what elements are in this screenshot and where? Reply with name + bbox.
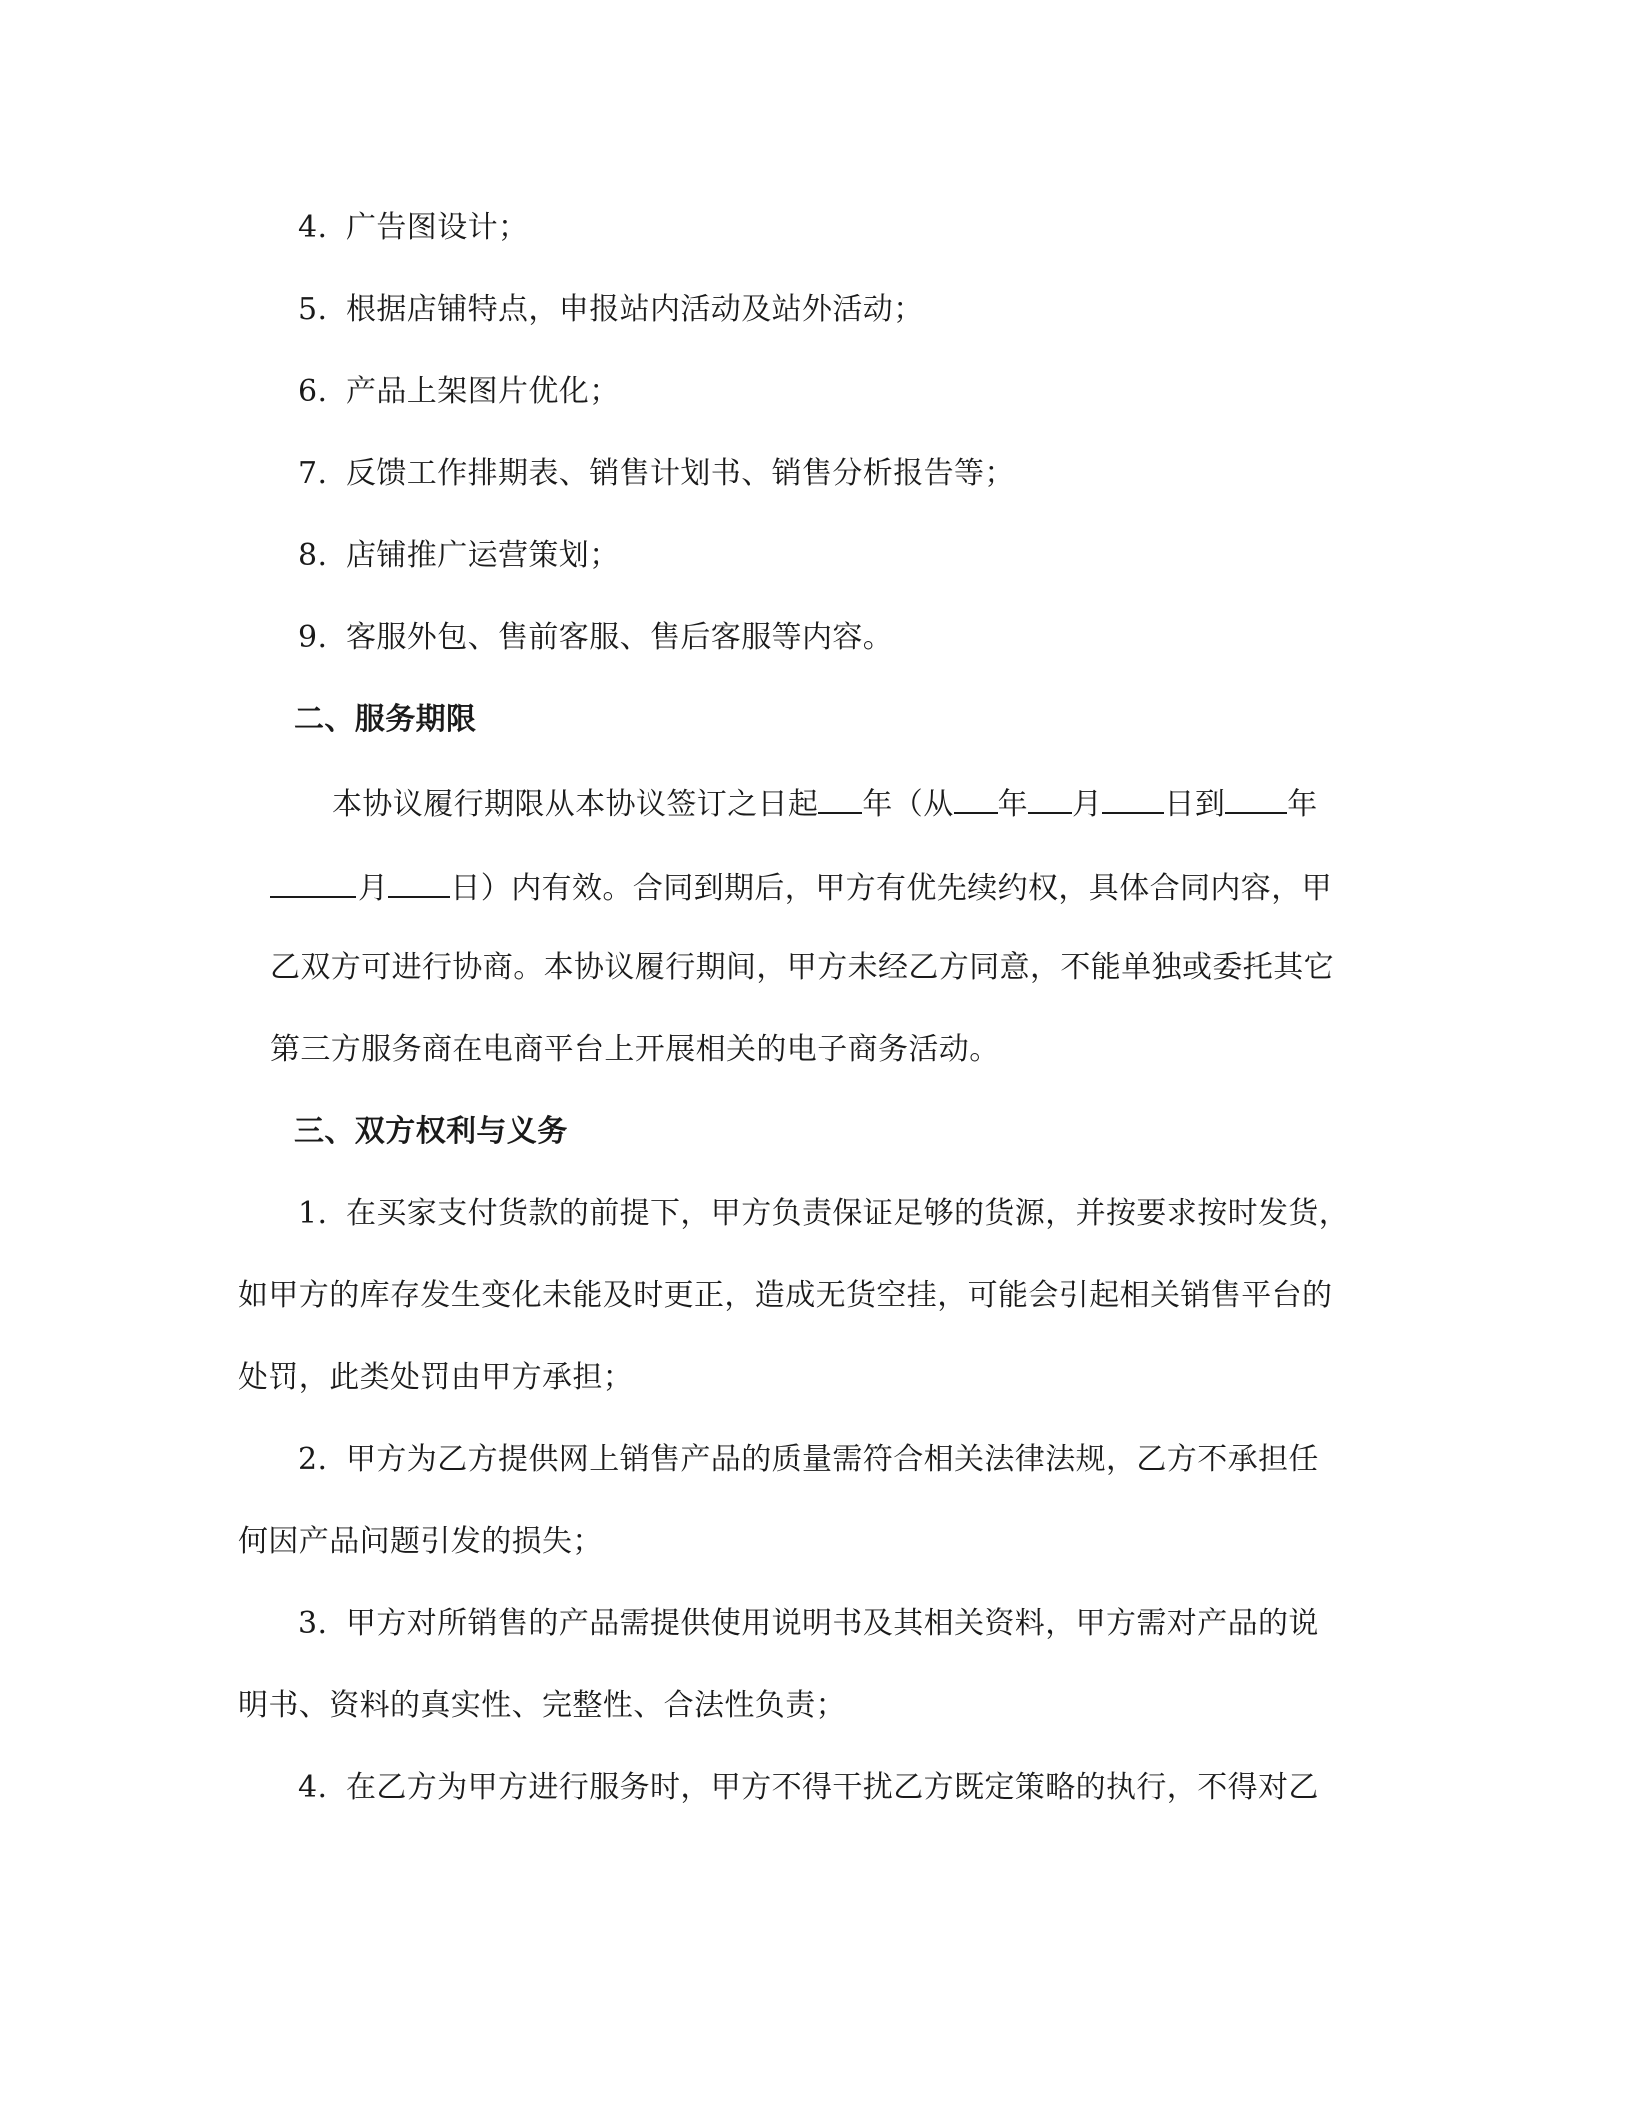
list-number: 7.: [298, 456, 328, 491]
list-text: 产品上架图片优化；: [346, 374, 620, 409]
paragraph-line: 乙双方可进行协商。本协议履行期间，甲方未经乙方同意，不能单独或委托其它: [270, 950, 1334, 985]
list-item: [298, 1194, 1349, 1234]
list-item: [298, 1604, 1319, 1644]
text-run: 月: [358, 871, 389, 906]
list-text: 店铺推广运营策划；: [346, 538, 620, 573]
blank-start-day: [1102, 782, 1164, 814]
text-run: 年: [997, 787, 1029, 822]
paragraph-line: 何因产品问题引发的损失；: [238, 1524, 603, 1559]
text-run: 年（从: [862, 787, 954, 822]
text-run: 月: [1072, 787, 1103, 822]
list-item: [298, 208, 528, 248]
blank-end-year: [1225, 782, 1287, 814]
section-heading: 三、双方权利与义务: [294, 1114, 568, 1149]
list-item: [298, 1440, 1319, 1480]
section-heading: 二、服务期限: [294, 702, 477, 737]
list-number: 4.: [298, 210, 328, 245]
paragraph-line: 第三方服务商在电商平台上开展相关的电子商务活动。: [270, 1032, 1000, 1067]
blank-end-month: [270, 866, 356, 898]
list-text: 客服外包、售前客服、售后客服等内容。: [346, 620, 894, 655]
list-text: 根据店铺特点，申报站内活动及站外活动；: [346, 292, 924, 327]
blank-end-day: [388, 866, 450, 898]
blank-start-month: [1028, 782, 1072, 814]
list-number: 2.: [298, 1442, 328, 1477]
text-run: 年: [1287, 787, 1318, 822]
list-item: [298, 454, 1015, 494]
list-text: 在买家支付货款的前提下，甲方负责保证足够的货源，并按要求按时发货，: [346, 1196, 1350, 1231]
list-item: [298, 536, 620, 576]
list-item: [298, 1768, 1319, 1808]
list-text: 甲方对所销售的产品需提供使用说明书及其相关资料，甲方需对产品的说: [346, 1606, 1319, 1641]
list-item: [298, 372, 620, 412]
paragraph-line: [270, 866, 1332, 906]
paragraph-line: [332, 782, 1318, 822]
list-text: 广告图设计；: [346, 210, 529, 245]
list-number: 8.: [298, 538, 328, 573]
list-number: 9.: [298, 620, 328, 655]
paragraph-line: 明书、资料的真实性、完整性、合法性负责；: [238, 1688, 846, 1723]
text-run: 日）内有效。合同到期后，甲方有优先续约权，具体合同内容，甲: [450, 871, 1333, 906]
list-number: 3.: [298, 1606, 328, 1641]
list-number: 4.: [298, 1770, 328, 1805]
list-item: [298, 290, 924, 330]
list-number: 5.: [298, 292, 328, 327]
blank-years: [818, 782, 862, 814]
paragraph-line: 处罚，此类处罚由甲方承担；: [238, 1360, 634, 1395]
list-text: 反馈工作排期表、销售计划书、销售分析报告等；: [346, 456, 1015, 491]
list-number: 1.: [298, 1196, 328, 1231]
text-run: 本协议履行期限从本协议签订之日起: [332, 787, 819, 822]
blank-start-year: [954, 782, 998, 814]
list-item: [298, 618, 893, 658]
text-run: 日到: [1164, 787, 1226, 822]
list-text: 在乙方为甲方进行服务时，甲方不得干扰乙方既定策略的执行，不得对乙: [346, 1770, 1319, 1805]
list-text: 甲方为乙方提供网上销售产品的质量需符合相关法律法规，乙方不承担任: [346, 1442, 1319, 1477]
paragraph-line: 如甲方的库存发生变化未能及时更正，造成无货空挂，可能会引起相关销售平台的: [238, 1278, 1333, 1313]
list-number: 6.: [298, 374, 328, 409]
